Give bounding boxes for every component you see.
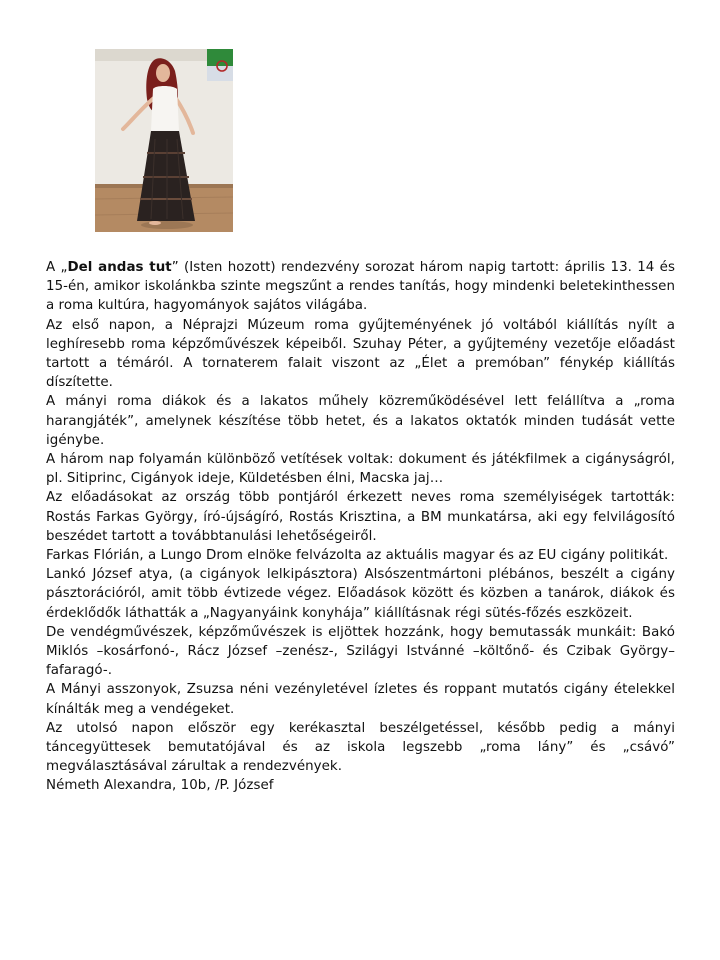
paragraph-screenings: A három nap folyamán különböző vetítések voltak: dokument és játékfilmek a cigányságról, pl. Sitiprinc, Cigányok ideje, Küldetésben élni, Macska jaj… [46, 452, 675, 487]
paragraph-artists: De vendégművészek, képzőművészek is eljöttek hozzánk, hogy bemutassák munkáit: Bakó Miklós –kosárfonó-, Rácz József –zenész-, Szilágyi Istvánné –költőnő- és Czibak György–fafaragó-. [46, 624, 675, 679]
event-title: Del andas tut [67, 260, 172, 275]
paragraph-lungo-drom: Farkas Flórián, a Lungo Drom elnöke felvázolta az aktuális magyar és az EU cigány politikát. [46, 548, 669, 564]
paragraph-lectures: Az előadásokat az ország több pontjáról érkezett neves roma személyiségek tartották: Rostás Farkas György, író-újságíró, Rostás Krisztina, a BM munkatársa, aki egy felvilágosító beszédet tartott a továbbtanulási lehetőségeiről. [46, 490, 675, 544]
paragraph-intro [46, 258, 675, 316]
paragraph-last-day: Az utolsó napon először egy kerékasztal beszélgetéssel, később pedig a mányi táncegyüttesek bemutatójával és az iskola legszebb „roma lány” és „csávó” megválasztásával zárultak a rendezvények. [46, 720, 675, 775]
intro-text: ” (Isten hozott) rendezvény sorozat három napig tartott: április 13. 14 és 15-én, amikor iskolánkba szinte megszűnt a rendes tanítás, hogy mindenki beletekinthessen a roma kultúra, hagyományok sajátos világába. [46, 260, 675, 314]
dancer-image [95, 49, 233, 232]
paragraph-first-day: Az első napon, a Néprajzi Múzeum roma gyűjteményének jó voltából kiállítás nyílt a leghíresebb roma képzőművészek képeiből. Szuhay Péter, a gyűjtemény vezetője előadást tartott a témáról. A tornaterem falait viszont az „Élet a premóban” fénykép kiállítás díszítette. [46, 317, 675, 391]
article-body [46, 258, 675, 796]
paragraph-priest: Lankó József atya, (a cigányok lelkipásztora) Alsószentmártoni plébános, beszélt a cigány pásztorációról, amit több évtizede végez. Előadások között és közben a tanárok, diákok és érdeklődők láthatták a „Nagyanyáink konyhája” kiállításnak régi sütés-főzés eszközeit. [46, 567, 675, 621]
paragraph-bell-play: A mányi roma diákok és a lakatos műhely közreműködésével lett felállítva a „roma harangjáték”, amelynek készítése több hetet, és a lakatos oktatók minden tudását vette igénybe. [46, 394, 675, 448]
author-signature: Németh Alexandra, 10b, /P. József [46, 778, 274, 794]
paragraph-food: A Mányi asszonyok, Zsuzsa néni vezényletével ízletes és roppant mutatós cigány ételekkel kínálták meg a vendégeket. [46, 682, 675, 717]
dancer-photo [95, 49, 233, 232]
intro-prefix: A „ [46, 260, 68, 275]
